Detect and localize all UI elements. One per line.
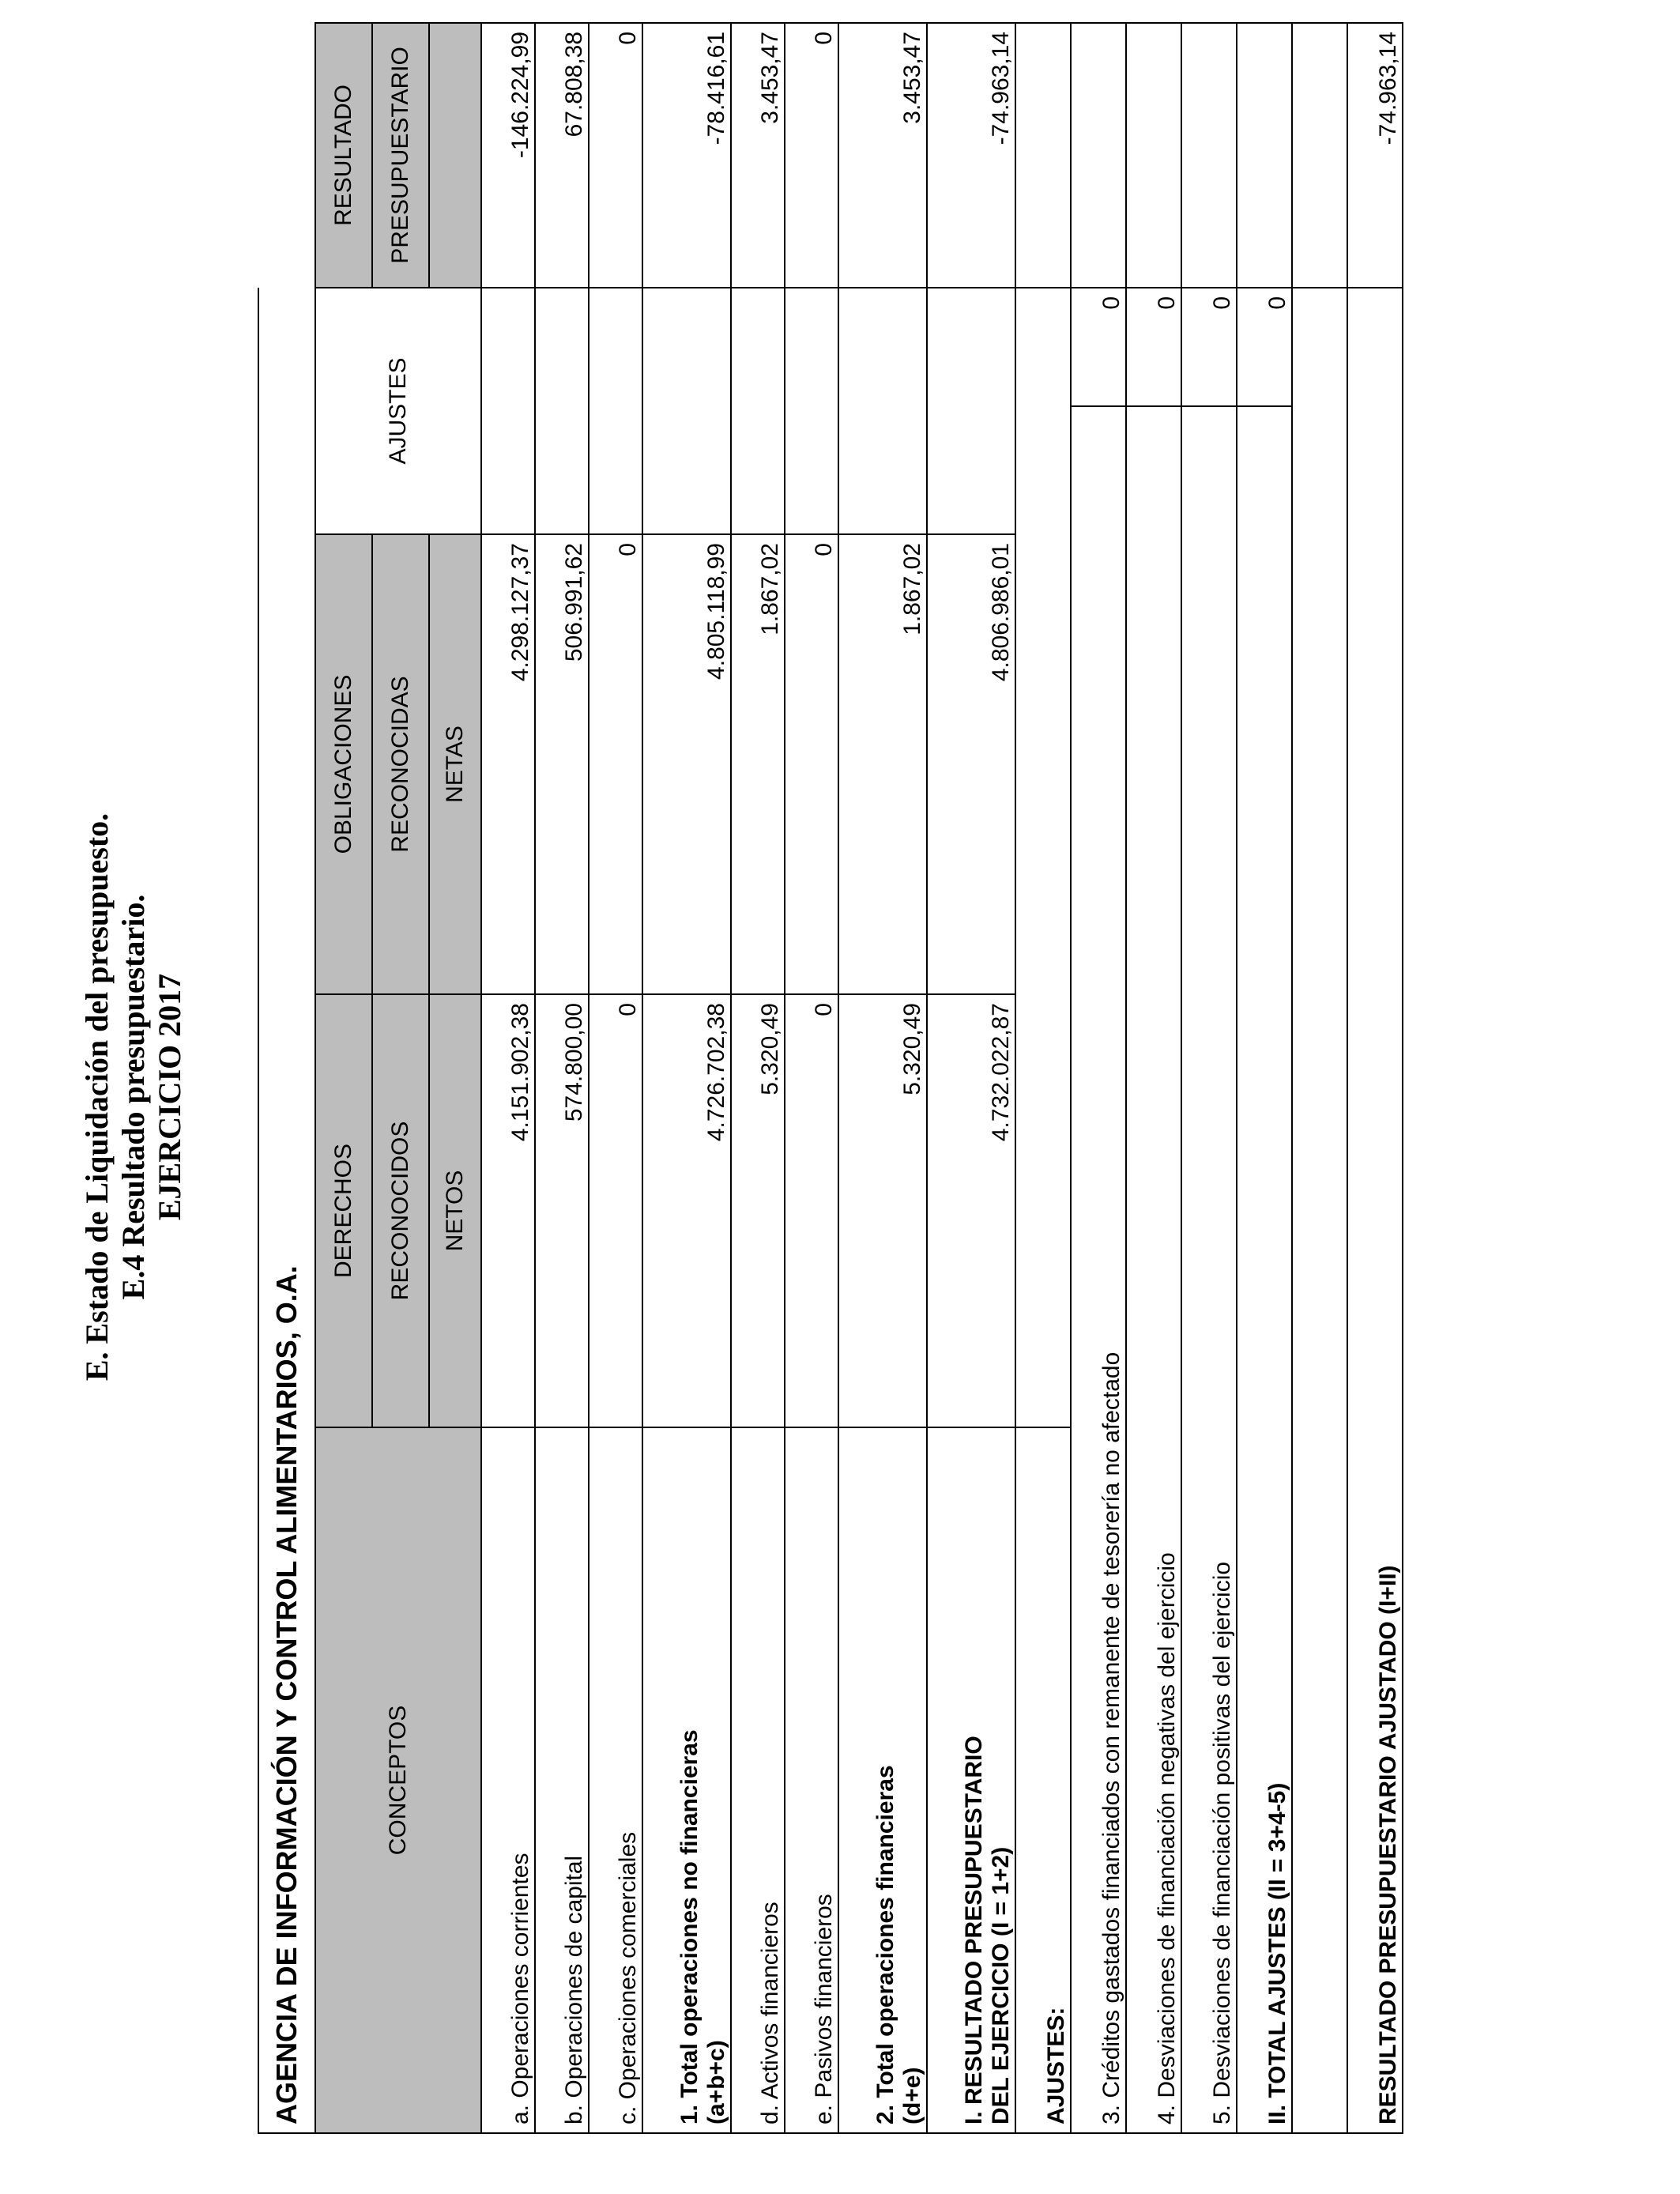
final-label: RESULTADO PRESUPUESTARIO AJUSTADO (I+II) xyxy=(1347,288,1403,2133)
row-concept: e. Pasivos financieros xyxy=(785,1427,838,2133)
row-ajustes xyxy=(535,288,589,534)
org-row-blank xyxy=(258,23,315,288)
ajustes-row xyxy=(1126,23,1181,2133)
ajustes-result-blank xyxy=(1237,23,1292,288)
ajustes-row xyxy=(1071,23,1126,2133)
row-obligaciones: 4.806.986,01 xyxy=(927,534,1015,994)
table-row xyxy=(589,23,642,2133)
ajustes-value: 0 xyxy=(1071,288,1126,406)
row-resultado: -78.416,61 xyxy=(642,23,731,288)
header-derechos-2: RECONOCIDOS xyxy=(372,994,429,1427)
row-ajustes xyxy=(481,288,535,534)
row-concept-line-2: (d+e) xyxy=(899,2067,925,2124)
row-concept-line-1: 2. Total operaciones financieras xyxy=(872,1765,898,2124)
table-row xyxy=(785,23,838,2133)
spacer-result-blank xyxy=(1292,23,1347,288)
row-obligaciones: 1.867,02 xyxy=(838,534,927,994)
table-row xyxy=(642,23,731,2133)
header-derechos-3: NETOS xyxy=(429,994,481,1427)
row-ajustes xyxy=(785,288,838,534)
row-derechos: 5.320,49 xyxy=(838,994,927,1427)
row-concept xyxy=(927,1427,1015,2133)
header-obligaciones-3: NETAS xyxy=(429,534,481,994)
row-concept: a. Operaciones corrientes xyxy=(481,1427,535,2133)
row-derechos: 5.320,49 xyxy=(731,994,785,1427)
row-resultado: -74.963,14 xyxy=(927,23,1015,288)
ajustes-result-blank xyxy=(1181,23,1237,288)
table-row xyxy=(731,23,785,2133)
row-resultado: 67.808,38 xyxy=(535,23,589,288)
header-derechos-1: DERECHOS xyxy=(315,994,372,1427)
row-obligaciones: 0 xyxy=(785,534,838,994)
ajustes-value: 0 xyxy=(1181,288,1237,406)
header-resultado-1: RESULTADO xyxy=(315,23,372,288)
row-concept-line-1: 1. Total operaciones no financieras xyxy=(676,1729,703,2124)
row-ajustes xyxy=(731,288,785,534)
row-resultado: 3.453,47 xyxy=(838,23,927,288)
row-concept: b. Operaciones de capital xyxy=(535,1427,589,2133)
row-concept: c. Operaciones comerciales xyxy=(589,1427,642,2133)
row-resultado: 3.453,47 xyxy=(731,23,785,288)
header-ajustes: AJUSTES xyxy=(315,288,481,534)
row-obligaciones: 1.867,02 xyxy=(731,534,785,994)
title-line-2: E.4 Resultado presupuestario. xyxy=(115,894,151,1300)
ajustes-result-blank xyxy=(1071,23,1126,288)
row-ajustes xyxy=(838,288,927,534)
ajustes-concept: 4. Desviaciones de financiación negativas del ejercicio xyxy=(1126,406,1181,2133)
row-concept-line-2: (a+b+c) xyxy=(703,2040,729,2124)
row-concept xyxy=(642,1427,731,2133)
header-resultado-3 xyxy=(429,23,481,288)
table-row xyxy=(838,23,927,2133)
ajustes-value: 0 xyxy=(1126,288,1181,406)
table-row xyxy=(481,23,535,2133)
ajustes-label: AJUSTES: xyxy=(1015,1427,1071,2133)
row-resultado: 0 xyxy=(589,23,642,288)
row-ajustes xyxy=(927,288,1015,534)
row-derechos: 574.800,00 xyxy=(535,994,589,1427)
row-obligaciones: 4.805.118,99 xyxy=(642,534,731,994)
ajustes-result-blank xyxy=(1126,23,1181,288)
row-ajustes xyxy=(589,288,642,534)
organization-name: AGENCIA DE INFORMACIÓN Y CONTROL ALIMENTARIOS, O.A. xyxy=(258,288,315,2133)
title-line-3: EJERCICIO 2017 xyxy=(152,973,187,1221)
row-concept-line-1: I. RESULTADO PRESUPUESTARIO xyxy=(961,1736,987,2124)
ajustes-label-blank xyxy=(1015,288,1071,1427)
row-derechos: 0 xyxy=(785,994,838,1427)
title-line-1: E. Estado de Liquidación del presupuesto. xyxy=(79,812,115,1382)
row-resultado: -146.224,99 xyxy=(481,23,535,288)
row-obligaciones: 4.298.127,37 xyxy=(481,534,535,994)
row-resultado: 0 xyxy=(785,23,838,288)
row-derechos: 4.732.022,87 xyxy=(927,994,1015,1427)
header-obligaciones-2: RECONOCIDAS xyxy=(372,534,429,994)
ajustes-concept: 3. Créditos gastados financiados con remanente de tesorería no afectado xyxy=(1071,406,1126,2133)
row-derechos: 4.726.702,38 xyxy=(642,994,731,1427)
table-row xyxy=(535,23,589,2133)
ajustes-concept: 5. Desviaciones de financiación positivas del ejercicio xyxy=(1181,406,1237,2133)
ajustes-row xyxy=(1181,23,1237,2133)
header-obligaciones-1: OBLIGACIONES xyxy=(315,534,372,994)
header-resultado-2: PRESUPUESTARIO xyxy=(372,23,429,288)
row-obligaciones: 0 xyxy=(589,534,642,994)
spacer-row xyxy=(1292,288,1347,2133)
budget-result-table xyxy=(258,22,1403,2134)
table-row xyxy=(927,23,1015,2133)
row-concept xyxy=(838,1427,927,2133)
row-obligaciones: 506.991,62 xyxy=(535,534,589,994)
document-titles xyxy=(79,0,188,2194)
row-derechos: 4.151.902,38 xyxy=(481,994,535,1427)
ajustes-label-result-blank xyxy=(1015,23,1071,288)
row-concept-line-2: DEL EJERCICIO (I = 1+2) xyxy=(988,1846,1014,2124)
header-conceptos: CONCEPTOS xyxy=(315,1427,481,2133)
row-concept: d. Activos financieros xyxy=(731,1427,785,2133)
row-derechos: 0 xyxy=(589,994,642,1427)
final-value: -74.963,14 xyxy=(1347,23,1403,288)
ajustes-row xyxy=(1237,23,1292,2133)
ajustes-concept: II. TOTAL AJUSTES (II = 3+4-5) xyxy=(1237,406,1292,2133)
row-ajustes xyxy=(642,288,731,534)
ajustes-value: 0 xyxy=(1237,288,1292,406)
